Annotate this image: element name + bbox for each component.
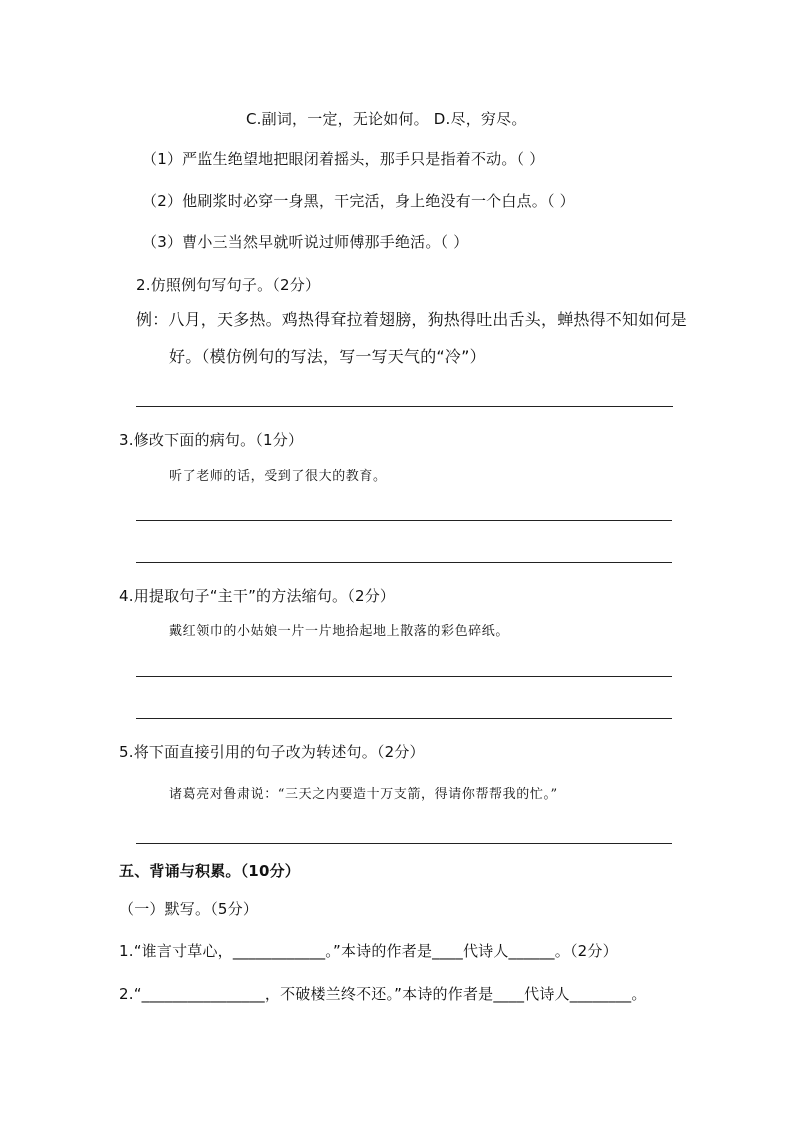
q5-sentence: 诸葛亮对鲁肃说：“三天之内要造十万支箭，得请你帮帮我的忙。” [169, 787, 558, 802]
q1-item-3: （3）曹小三当然早就听说过师傅那手绝活。（ ） [142, 233, 469, 251]
q1-item-1: （1）严监生绝望地把眼闭着摇头，那手只是指着不动。（ ） [142, 150, 545, 168]
q4-sentence: 戴红领巾的小姑娘一片一片地拾起地上散落的彩色碎纸。 [169, 624, 510, 639]
q3-title: 3.修改下面的病句。（1分） [119, 431, 304, 449]
answer-line-q2 [136, 406, 673, 407]
q4-title: 4.用提取句子“主干”的方法缩句。（2分） [119, 587, 396, 605]
section5-item2: 2.“________________，不破楼兰终不还。”本诗的作者是____代诗人________。 [119, 985, 647, 1003]
q1-item-2: （2）他刷浆时必穿一身黑，干完活，身上绝没有一个白点。（ ） [142, 192, 575, 210]
options-line: C.副词，一定，无论如何。 D.尽，穷尽。 [246, 110, 527, 128]
q2-example-line2: 好。（模仿例句的写法，写一写天气的“冷”） [169, 347, 486, 366]
section5-title: 五、背诵与积累。（10分） [119, 862, 300, 880]
answer-line-q3-1 [136, 520, 672, 521]
answer-line-q4-2 [136, 718, 672, 719]
q3-sentence: 听了老师的话，受到了很大的教育。 [169, 469, 387, 484]
section5-item1: 1.“谁言寸草心，____________。”本诗的作者是____代诗人______。（2分） [119, 942, 618, 960]
q2-example-line1: 例：八月，天多热。鸡热得耷拉着翅膀，狗热得吐出舌头，蝉热得不知如何是 [136, 310, 687, 329]
section5-sub1: （一）默写。（5分） [119, 900, 259, 918]
answer-line-q5 [136, 843, 672, 844]
q2-title: 2.仿照例句写句子。（2分） [136, 276, 321, 294]
answer-line-q3-2 [136, 562, 672, 563]
q5-title: 5.将下面直接引用的句子改为转述句。（2分） [119, 743, 425, 761]
answer-line-q4-1 [136, 676, 672, 677]
